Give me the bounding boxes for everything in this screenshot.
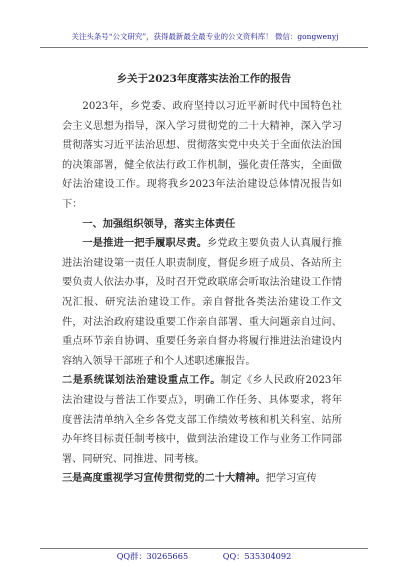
item-paragraph-3 [62, 469, 342, 489]
item-body: 制定《乡人民政府2023年法治建设与普法工作要点》，明确工作任务、具体要求，将年度普法清单纳入全乡各党支部工作绩效考核和机关科室、站所办年终目标责任制考核中，做到法治建设工作与业务工作同部署、同研究、同推进、同考核。 [62, 375, 342, 465]
document-body [62, 97, 342, 489]
section-heading: 一、加强组织领导，落实主体责任 [82, 217, 236, 230]
document-title: 乡关于2023年度落实法治工作的报告 [116, 73, 292, 85]
item-body: 把学习宣传 [265, 473, 317, 485]
header-divider [40, 47, 368, 48]
item-lead: 二是系统谋划法治建设重点工作。 [62, 374, 221, 387]
footer-banner [0, 551, 408, 562]
header-banner: 关注头条号“公文研究”，获得最新最全最专业的公文资料库！ 微信：gongwenyj [71, 32, 339, 41]
footer-qq: QQ：535304092 [222, 551, 292, 561]
item-paragraph-2 [62, 371, 342, 469]
footer-divider [40, 548, 368, 549]
item-lead: 一是推进一把手履职尽责。 [82, 237, 208, 250]
item-body: 乡党政主要负责人认真履行推进法治建设第一责任人职责制度，督促乡班子成员、各站所主要负责人依法办事，及时召开党政联席会听取法治建设工作情况汇报、研究法治建设工作。亲自督批各类法治建设工作文件，对法治政府建设重要工作亲自部署、重大问题亲自过问、重点环节亲自协调、重要任务亲自督办将履行推进法治建设内容纳入领导干部班子和个人述职述廉报告。 [62, 238, 343, 367]
intro-paragraph: 2023年，乡党委、政府坚持以习近平新时代中国特色社会主义思想为指导，深入学习贯彻党的二十大精神，深入学习贯彻落实习近平法治思想、贯彻落实党中央关于全面依法治国的决策部署，健全依法行政工作机制，强化责任落实，全面做好法治建设工作。现将我乡2023年法治建设总体情况报告如下： [62, 101, 342, 210]
footer-qq-group: QQ群：30265665 [116, 551, 189, 561]
item-lead: 三是高度重视学习宣传贯彻党的二十大精神。 [62, 472, 266, 485]
item-paragraph-1 [62, 234, 342, 371]
